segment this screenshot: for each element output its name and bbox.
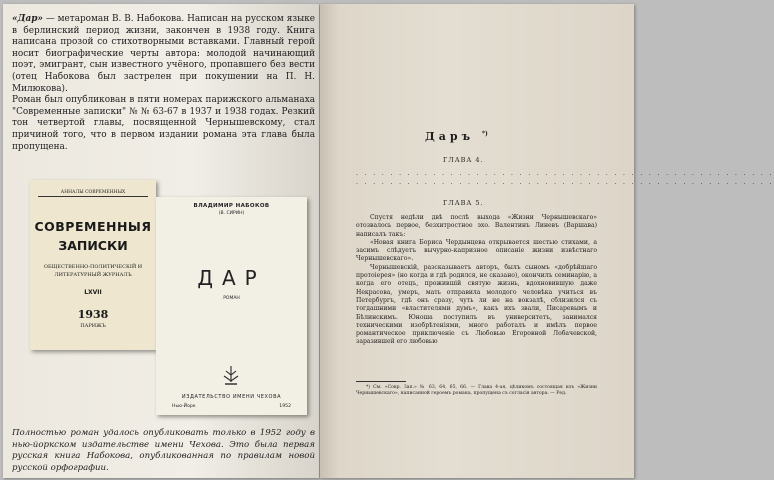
- cover-sz-title-line1: СОВРЕМЕННЫЯ: [34, 219, 152, 234]
- cover-sz-header: АННАЛЫ СОВРЕМЕННЫХ: [38, 190, 148, 197]
- cover-sovremennye-zapiski: [30, 180, 156, 350]
- chapter-4-label: ГЛАВА 4.: [443, 156, 484, 164]
- footnote-rule: [356, 381, 406, 382]
- cover-dar-title: ДАР: [197, 266, 266, 290]
- chapter-body: [356, 214, 597, 347]
- intro-paragraph-2: Роман был опубликован в пяти номерах парижского альманаха "Современные записки" № № 63-67 в 1937 и 1938 годах. Резкий тон четвертой главы, посвященной Чернышевскому, стал причиной того, что в первом издании романа эта глава была пропущена.: [12, 95, 315, 152]
- publisher-emblem-icon: [222, 365, 240, 387]
- cover-sz-city: ПАРИЖЪ: [80, 323, 106, 329]
- left-page: [3, 4, 319, 478]
- omission-dots-line-2: . . . . . . . . . . . . . . . . . . . . . . . . . . . . . . . . . . . . . . . . . . . . . . . . .: [356, 179, 774, 186]
- cover-dar-author: ВЛАДИМИР НАБОКОВ: [193, 203, 270, 209]
- caption-text: Полностью роман удалось опубликовать только в 1952 году в нью-йоркском издательстве имени Чехова. Это была первая русская книга Набокова, опубликованная по правилам новой русской орфографии.: [12, 428, 315, 473]
- chapter-5-label: ГЛАВА 5.: [443, 199, 484, 207]
- chapter-heading: [425, 130, 488, 143]
- cover-sz-title-line2: ЗАПИСКИ: [58, 238, 128, 253]
- intro-paragraph-1: [12, 14, 315, 95]
- novel-title: «Дар»: [12, 14, 43, 24]
- omission-dots-line-1: . . . . . . . . . . . . . . . . . . . . . . . . . . . . . . . . . . . . . . . . . . . . . . . . .: [356, 170, 774, 177]
- cover-sz-subtitle: ОБЩЕСТВЕННО-ПОЛИТИЧЕСКІЙ И ЛИТЕРАТУРНЫЙ ЖУРНАЛЪ: [43, 264, 143, 278]
- cover-dar-genre: РОМАН: [223, 296, 240, 301]
- footnote-text: *) См. «Совр. Зап.» № 63, 64, 65, 66. — Глава 4-ая, цѣликомъ состоящая изъ «Жизни Чернышевскаго», написанной героемъ романа, пропущена съ согласія автора. — Ред.: [356, 385, 597, 397]
- cover-sz-volume: LXVII: [84, 289, 102, 296]
- cover-dar-city: Нью-Йорк: [172, 404, 196, 409]
- body-paragraph-3: Чернышевскій, разсказываетъ авторъ, былъ сыномъ «добрѣйшаго протоіерея» (но когда и гдѣ родился, не сказано), окончилъ семинарію, а когда его отецъ, прожившій святую жизнь, вдохновившую даже Некрасова, умеръ, мать отправила молодого человѣка учиться въ Петербургъ, гдѣ онъ сразу, чуть ли не на вокзалѣ, сблизился съ тогдашними «властителями думъ», какъ ихъ звали, Писаревымъ и Бѣлинскимъ. Юноша поступилъ въ университетъ, занимался техническими изобрѣтеніями, много работалъ и имѣлъ первое романтическое приключеніе съ Любовью Егоровной Лобачевской, заразившей его любовью: [356, 263, 597, 346]
- cover-dar-1952: [156, 197, 307, 415]
- footnote-mark: *): [481, 130, 488, 138]
- intro-paragraph-1-text: — метароман В. В. Набокова. Написан на русском языке в берлинский период жизни, закончен в 1938 году. Книга написана прозой со стихотворными вставками. Главный герой носит биографические черты автора: молодой начинающий поэт, эмигрант, сын известного учёного, пропавшего без вести (отец Набокова был застрелен при покушении на П. Н. Милюкова).: [12, 14, 315, 94]
- right-page: [320, 4, 774, 478]
- cover-sz-year: 1938: [77, 308, 109, 321]
- body-paragraph-1: Спустя недѣли двѣ послѣ выхода «Жизни Чернышевскаго» отозвалось первое, безхитростное эхо. Валентинъ Линевъ (Варшава) написалъ такъ:: [356, 214, 597, 238]
- cover-dar-imprint: [172, 404, 291, 409]
- book-title: Даръ: [425, 130, 475, 143]
- body-paragraph-2: «Новая книга Бориса Чердынцева открывается шестью стихами, а засимъ слѣдуетъ вычурно-капризное описаніе жизни извѣстнаго Чернышевскаго».: [356, 238, 597, 263]
- intro-text: [12, 14, 315, 153]
- cover-dar-publisher: ИЗДАТЕЛЬСТВО ИМЕНИ ЧЕХОВА: [181, 394, 282, 400]
- cover-dar-pseudonym: (В. СИРИН): [218, 211, 245, 216]
- cover-dar-year: 1952: [279, 404, 291, 409]
